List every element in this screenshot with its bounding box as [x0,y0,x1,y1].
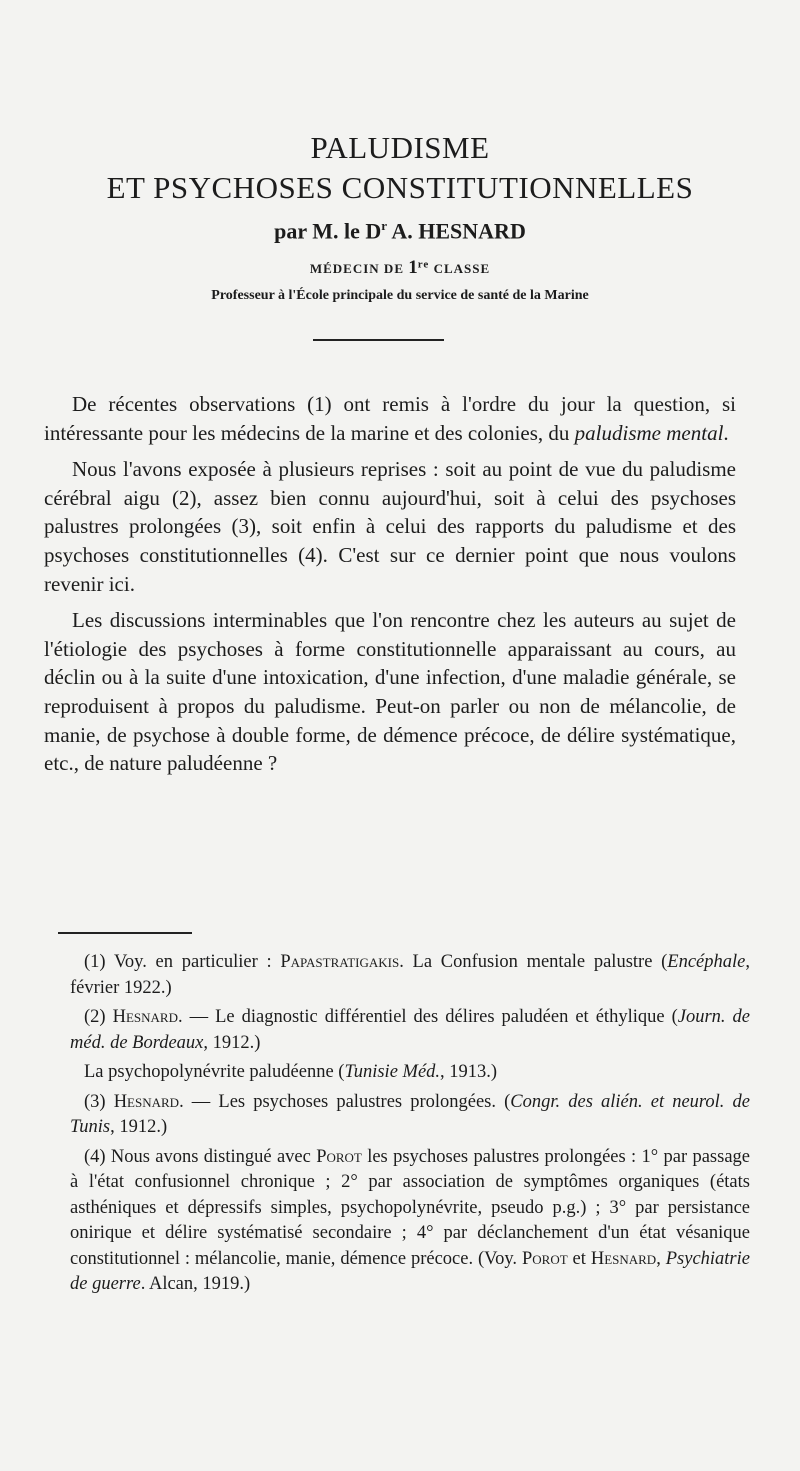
affiliation: Professeur à l'École principale du service de santé de la Marine [211,288,589,303]
footnote-text: (3) [84,1091,114,1112]
title-line-1: PALUDISME [310,130,490,165]
paragraph-1-emphasis: paludisme mental [574,420,724,445]
author-line [0,218,800,244]
article-body [44,390,736,786]
footnote-divider [58,932,192,934]
footnote-text: La psychopolynévrite paludéenne ( [84,1062,345,1082]
footnote-author: Porot [521,1248,568,1269]
article-title [0,128,800,208]
paragraph-1-end: . [723,420,729,445]
footnote-1 [70,950,750,1001]
author-rank [0,257,800,279]
footnote-journal: Psychiatrie de guerre [70,1248,750,1294]
footnote-text: (4) Nous avons distingué avec [84,1146,317,1167]
footnote-text: , 1912.) [110,1117,168,1137]
footnote-journal: Congr. des alién. et neurol. de Tunis [70,1091,750,1137]
footnote-author: Hesnard [112,1007,178,1027]
footnote-text: (1) Voy. en particulier : [84,952,281,972]
paragraph [44,390,736,447]
author-name: A. HESNARD [391,218,526,244]
footnote-journal: Journ. de méd. de Bordeaux [70,1007,750,1053]
rank-sup: re [417,258,430,271]
footnote-text: , 1912.) [203,1032,261,1053]
footnote-text: et [567,1248,591,1269]
paragraph: Nous l'avons exposée à plusieurs reprises : soit au point de vue du paludisme cérébral aigu (2), assez bien connu aujourd'hui, soit à celui des psychoses palustres prolongées (3), soit enfin à celui des rapports du paludisme et des psychoses constitutionnelles (4). C'est sur ce dernier point que nous voulons revenir ici. [44,457,736,596]
footnote-author: Porot [316,1146,362,1167]
rank-prefix: MÉDECIN DE [309,261,404,276]
footnote-author: Papastratigakis [280,952,400,972]
footnote-author: Hesnard [590,1248,657,1269]
rank-num: 1 [408,257,418,278]
footnote-text: . Alcan, 1919.) [140,1274,251,1294]
footnote-2-continued [70,1060,750,1086]
footnote-text: . — Les psychoses palustres prolongées. ( [179,1091,511,1112]
footnote-4 [70,1145,750,1298]
rank-suffix: CLASSE [433,261,491,276]
footnote-2 [70,1005,750,1056]
footnote-text: . — Le diagnostic différentiel des délires paludéen et éthylique ( [177,1007,678,1027]
footnote-journal: Tunisie Méd. [344,1062,441,1082]
paragraph: Les discussions interminables que l'on rencontre chez les auteurs au sujet de l'étiologie des psychoses à forme constitutionnelle apparaissant au cours, au déclin ou à la suite d'une intoxication, d'une infection, d'une maladie générale, se reproduisent à propos du paludisme. Peut-on parler ou non de mélancolie, de manie, de psychose à double forme, de démence précoce, de délire systématique, etc., de nature paludéenne ? [44,608,736,776]
title-divider [313,339,444,341]
footnote-author: Hesnard [113,1091,180,1112]
author-prefix: par M. le D [274,218,382,244]
footnote-text: , [656,1248,666,1269]
footnote-text: . La Confusion mentale palustre ( [399,952,668,972]
footnote-text: (2) [84,1007,113,1027]
footnote-3 [70,1090,750,1141]
title-line-2: ET PSYCHOSES CONSTITUTIONNELLES [106,170,694,205]
footnote-text: , février 1922.) [70,952,750,998]
author-sup: r [381,218,388,233]
footnotes [70,950,750,1302]
paragraph-1-text: De récentes observations (1) ont remis à l'ordre du jour la question, si intéressante pour les médecins de la marine et des colonies, du [44,392,736,445]
footnote-text: les psychoses palustres prolongées : 1° par passage à l'état confusionnel chronique ; 2° par association de symptômes organiques (états asthéniques et dépressifs simples, psychopolynévrite, pseudo p.g.) ; 3° par persistance onirique et délire systématisé secondaire ; 4° par déclanchement d'un état vésanique constitutionnel : mélancolie, manie, démence précoce. (Voy. [70,1146,750,1269]
footnote-text: , 1913.) [440,1062,498,1082]
footnote-journal: Encéphale [667,952,746,972]
